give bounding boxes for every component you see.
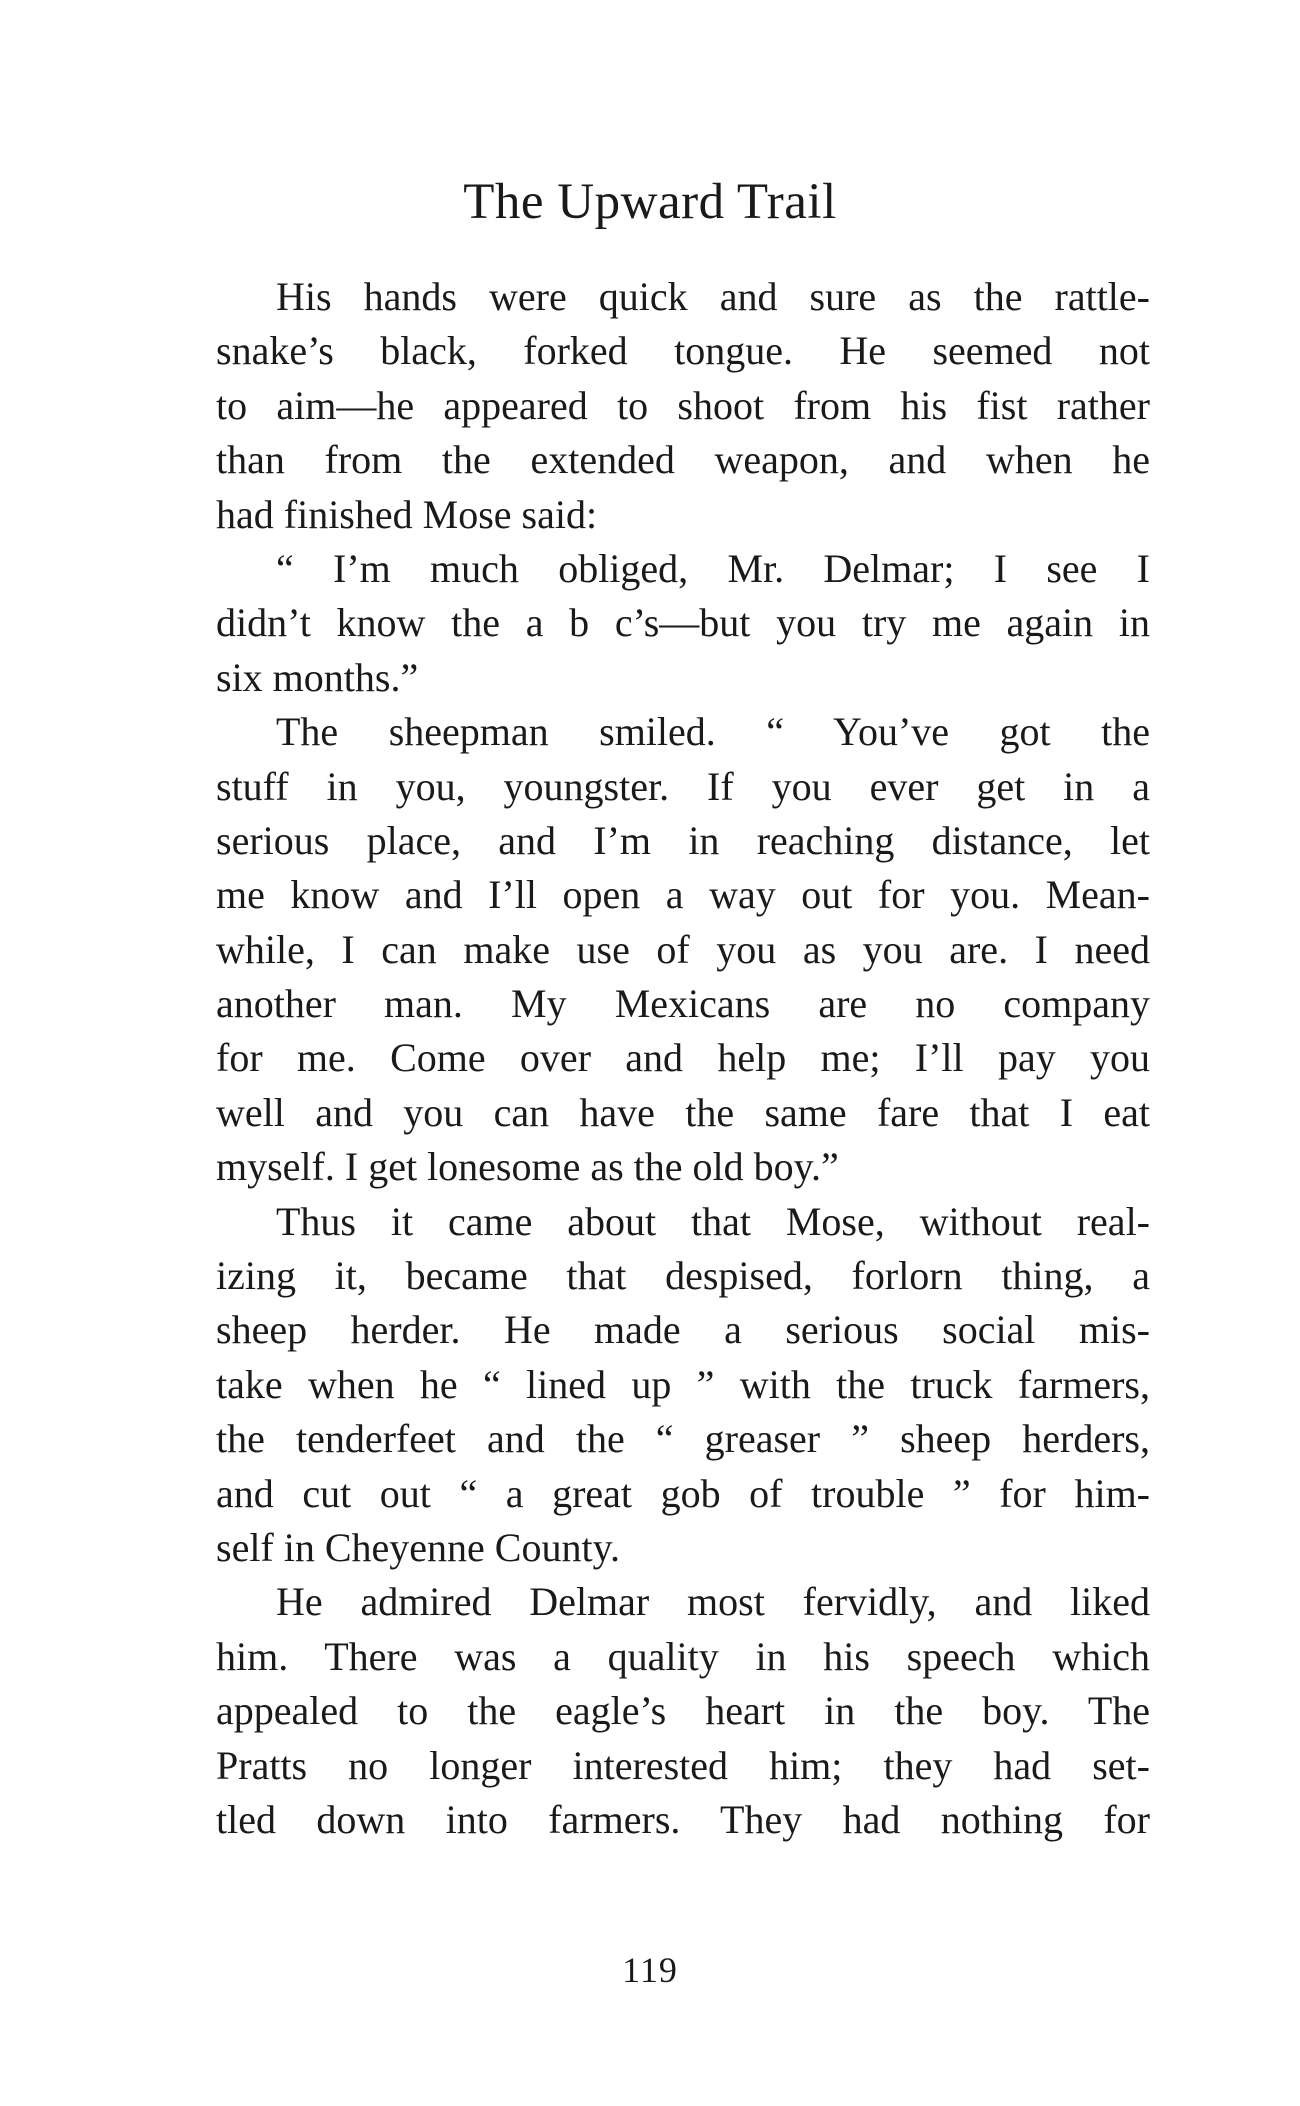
text-line: another man. My Mexicans are no company <box>216 981 1150 1027</box>
text-line: He admired Delmar most fervidly, and liked <box>276 1579 1150 1625</box>
text-line: while, I can make use of you as you are. I need <box>216 926 1150 972</box>
text-line: and cut out “ a great gob of trouble ” for him- <box>216 1470 1150 1516</box>
text-line: Thus it came about that Mose, without real- <box>276 1198 1150 1244</box>
text-line: take when he “ lined up ” with the truck farmers, <box>216 1361 1150 1407</box>
running-head: The Upward Trail <box>463 174 837 230</box>
text-line: sheep herder. He made a serious social mis- <box>216 1307 1150 1353</box>
text-line: six months.” <box>216 654 419 700</box>
text-line: to aim—he appeared to shoot from his fist rather <box>216 382 1150 428</box>
body-text <box>216 270 1150 1847</box>
text-line: serious place, and I’m in reaching distance, let <box>216 817 1150 863</box>
text-line: self in Cheyenne County. <box>216 1524 621 1570</box>
text-line: stuff in you, youngster. If you ever get in a <box>216 763 1150 809</box>
text-line: had finished Mose said: <box>216 491 598 537</box>
text-line: than from the extended weapon, and when he <box>216 437 1150 483</box>
text-line: tled down into farmers. They had nothing for <box>216 1796 1150 1842</box>
text-line: The sheepman smiled. “ You’ve got the <box>276 709 1150 755</box>
text-line: me know and I’ll open a way out for you. Mean- <box>216 872 1150 918</box>
text-line: didn’t know the a b c’s—but you try me again in <box>216 600 1150 646</box>
text-line: snake’s black, forked tongue. He seemed not <box>216 328 1150 374</box>
text-line: for me. Come over and help me; I’ll pay you <box>216 1035 1150 1081</box>
page-number: 119 <box>622 1950 678 1990</box>
text-line: “ I’m much obliged, Mr. Delmar; I see I <box>276 545 1150 591</box>
text-line: izing it, became that despised, forlorn thing, a <box>216 1253 1150 1299</box>
text-line: appealed to the eagle’s heart in the boy. The <box>216 1688 1150 1734</box>
text-line: the tenderfeet and the “ greaser ” sheep herders, <box>216 1416 1150 1462</box>
text-line: him. There was a quality in his speech which <box>216 1633 1150 1679</box>
text-line: myself. I get lonesome as the old boy.” <box>216 1144 839 1190</box>
text-line: His hands were quick and sure as the rattle- <box>276 274 1150 319</box>
text-line: well and you can have the same fare that I eat <box>216 1089 1150 1135</box>
text-line: Pratts no longer interested him; they had set- <box>216 1742 1150 1788</box>
